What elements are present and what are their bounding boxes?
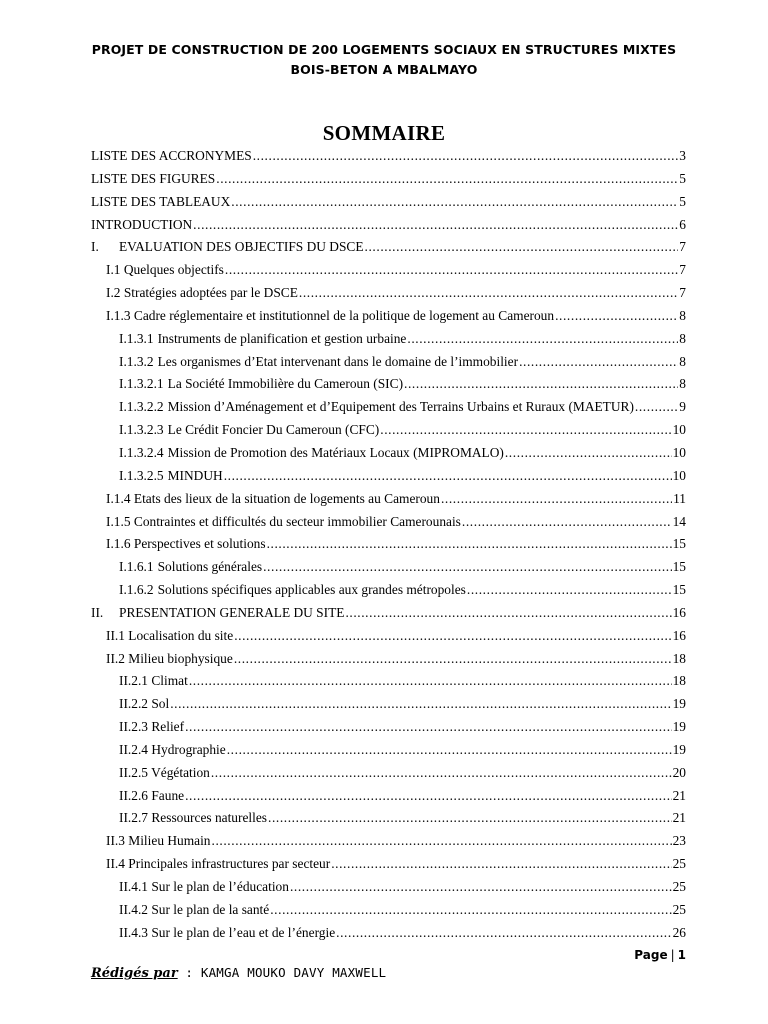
toc-entry-label: II.3 Milieu Humain bbox=[106, 833, 211, 849]
toc-entry-number: I.1.3.2.4 bbox=[119, 444, 164, 460]
header-line-2: BOIS-BETON A MBALMAYO bbox=[290, 62, 478, 77]
toc-entry[interactable] bbox=[91, 556, 686, 579]
dot-leader bbox=[185, 785, 672, 808]
page-title: SOMMAIRE bbox=[322, 121, 446, 145]
dot-leader bbox=[519, 351, 678, 374]
toc-entry[interactable] bbox=[91, 145, 686, 168]
toc-entry[interactable] bbox=[91, 899, 686, 922]
dot-leader bbox=[263, 556, 672, 579]
dot-leader bbox=[299, 282, 678, 305]
toc-entry-label: II.4.3 Sur le plan de l’eau et de l’énergie bbox=[119, 924, 336, 940]
toc-entry[interactable] bbox=[91, 579, 686, 602]
toc-entry-label: INTRODUCTION bbox=[91, 216, 193, 232]
toc-entry[interactable] bbox=[91, 625, 686, 648]
toc-entry-label: I.2 Stratégies adoptées par le DSCE bbox=[106, 285, 298, 301]
dot-leader bbox=[193, 214, 678, 237]
document-header bbox=[0, 40, 768, 80]
dot-leader bbox=[365, 236, 679, 259]
dot-leader bbox=[216, 168, 678, 191]
dot-leader bbox=[404, 373, 678, 396]
toc-entry[interactable] bbox=[91, 922, 686, 945]
toc-entry-page: 21 bbox=[672, 787, 686, 803]
toc-entry-page: 23 bbox=[672, 833, 686, 849]
toc-entry-label: II.2.1 Climat bbox=[119, 673, 188, 689]
author-label: Rédigés par bbox=[91, 966, 178, 981]
toc-entry[interactable] bbox=[91, 807, 686, 830]
toc-entry[interactable] bbox=[91, 876, 686, 899]
toc-entry-label: II.4 Principales infrastructures par secteur bbox=[106, 856, 331, 872]
toc-entry-page: 10 bbox=[672, 444, 686, 460]
toc-entry-label: I.1 Quelques objectifs bbox=[106, 262, 224, 278]
toc-entry-label: Instruments de planification et gestion urbaine bbox=[157, 330, 407, 346]
toc-entry-label: LISTE DES FIGURES bbox=[91, 170, 216, 186]
toc-entry-page: 15 bbox=[672, 582, 686, 598]
toc-entry-page: 7 bbox=[679, 285, 686, 301]
dot-leader bbox=[189, 670, 672, 693]
toc-entry-number: I.1.3.2.2 bbox=[119, 399, 164, 415]
toc-entry[interactable] bbox=[91, 670, 686, 693]
toc-entry-page: 8 bbox=[679, 307, 686, 323]
dot-leader bbox=[227, 739, 672, 762]
toc-entry-label: Solutions spécifiques applicables aux grandes métropoles bbox=[157, 582, 466, 598]
dot-leader bbox=[268, 807, 672, 830]
toc-entry-label: I.1.5 Contraintes et difficultés du secteur immobilier Camerounais bbox=[106, 513, 461, 529]
toc-entry[interactable] bbox=[91, 785, 686, 808]
toc-entry-label: II.4.1 Sur le plan de l’éducation bbox=[119, 879, 289, 894]
page-label: Page bbox=[634, 948, 668, 962]
toc-entry-page: 11 bbox=[673, 490, 686, 506]
table-of-contents bbox=[91, 145, 686, 945]
toc-entry[interactable] bbox=[91, 373, 686, 396]
dot-leader bbox=[270, 899, 671, 922]
toc-entry-page: 20 bbox=[672, 764, 686, 780]
toc-entry-page: 25 bbox=[672, 901, 686, 917]
author-colon: : bbox=[177, 965, 201, 980]
toc-entry-label: II.2.4 Hydrographie bbox=[119, 741, 226, 757]
toc-entry-page: 7 bbox=[679, 262, 686, 278]
dot-leader bbox=[635, 396, 678, 419]
toc-entry-number: I.1.3.1 bbox=[119, 330, 154, 346]
toc-entry[interactable] bbox=[91, 739, 686, 762]
author-footer bbox=[91, 964, 386, 982]
toc-entry-label: EVALUATION DES OBJECTIFS DU DSCE bbox=[119, 239, 364, 255]
dot-leader bbox=[380, 419, 671, 442]
toc-entry[interactable] bbox=[91, 168, 686, 191]
toc-entry-page: 16 bbox=[672, 604, 686, 620]
toc-entry[interactable] bbox=[91, 511, 686, 534]
toc-entry-label: II.2 Milieu biophysique bbox=[106, 650, 233, 666]
toc-entry-label: PRESENTATION GENERALE DU SITE bbox=[119, 604, 345, 620]
dot-leader bbox=[212, 830, 672, 853]
dot-leader bbox=[225, 259, 678, 282]
toc-entry-number: II. bbox=[91, 604, 104, 620]
toc-entry-label: II.2.5 Végétation bbox=[119, 764, 210, 780]
dot-leader bbox=[234, 648, 672, 671]
toc-entry[interactable] bbox=[91, 648, 686, 671]
toc-entry-label: Les organismes d’Etat intervenant dans le domaine de l’immobilier bbox=[157, 353, 519, 369]
toc-entry-page: 5 bbox=[679, 170, 686, 186]
toc-entry-page: 3 bbox=[679, 148, 686, 163]
toc-entry-page: 18 bbox=[672, 673, 686, 689]
toc-entry-page: 19 bbox=[672, 719, 686, 735]
toc-entry-page: 26 bbox=[672, 924, 686, 940]
dot-leader bbox=[253, 145, 679, 168]
toc-entry[interactable] bbox=[91, 259, 686, 282]
page-number: 1 bbox=[677, 948, 686, 962]
toc-entry-label: Mission d’Aménagement et d’Equipement des Terrains Urbains et Ruraux (MAETUR) bbox=[167, 399, 634, 415]
toc-entry-page: 25 bbox=[672, 856, 686, 872]
dot-leader bbox=[345, 602, 671, 625]
toc-entry-page: 18 bbox=[672, 650, 686, 666]
dot-leader bbox=[267, 533, 672, 556]
toc-entry-page: 8 bbox=[679, 330, 686, 346]
dot-leader bbox=[407, 328, 678, 351]
toc-entry-page: 21 bbox=[672, 810, 686, 826]
dot-leader bbox=[505, 442, 672, 465]
toc-entry[interactable] bbox=[91, 465, 686, 488]
toc-entry-label: LISTE DES ACCRONYMES bbox=[91, 148, 252, 163]
toc-entry-label: II.2.7 Ressources naturelles bbox=[119, 810, 267, 826]
toc-entry[interactable] bbox=[91, 351, 686, 374]
toc-entry-label: II.4.2 Sur le plan de la santé bbox=[119, 901, 270, 917]
toc-entry-page: 10 bbox=[672, 467, 686, 483]
toc-entry[interactable] bbox=[91, 328, 686, 351]
dot-leader bbox=[290, 876, 672, 899]
header-line-1: PROJET DE CONSTRUCTION DE 200 LOGEMENTS SOCIAUX EN STRUCTURES MIXTES bbox=[91, 42, 677, 57]
toc-entry[interactable] bbox=[91, 282, 686, 305]
toc-entry-page: 6 bbox=[679, 216, 686, 232]
toc-entry-chapter[interactable] bbox=[91, 236, 686, 259]
toc-entry-label: II.2.6 Faune bbox=[119, 787, 185, 803]
toc-entry-page: 14 bbox=[672, 513, 686, 529]
toc-entry-label: II.2.2 Sol bbox=[119, 696, 170, 712]
toc-entry-chapter[interactable] bbox=[91, 602, 686, 625]
toc-entry[interactable] bbox=[91, 396, 686, 419]
toc-entry[interactable] bbox=[91, 191, 686, 214]
dot-leader bbox=[336, 922, 671, 945]
toc-entry-number: I.1.6.1 bbox=[119, 559, 154, 575]
toc-entry[interactable] bbox=[91, 488, 686, 511]
toc-entry-page: 19 bbox=[672, 741, 686, 757]
toc-entry[interactable] bbox=[91, 830, 686, 853]
toc-entry-label: Le Crédit Foncier Du Cameroun (CFC) bbox=[167, 422, 380, 438]
dot-leader bbox=[555, 305, 678, 328]
toc-entry-page: 25 bbox=[672, 879, 686, 894]
toc-entry-label: I.1.3 Cadre réglementaire et institutionnel de la politique de logement au Cameroun bbox=[106, 307, 555, 323]
toc-entry[interactable] bbox=[91, 853, 686, 876]
toc-entry-label: II.1 Localisation du site bbox=[106, 627, 234, 643]
toc-entry-page: 5 bbox=[679, 193, 686, 209]
toc-entry-number: I.1.6.2 bbox=[119, 582, 154, 598]
toc-entry-page: 15 bbox=[672, 536, 686, 552]
toc-entry-label: MINDUH bbox=[167, 467, 223, 483]
dot-leader bbox=[467, 579, 672, 602]
toc-entry[interactable] bbox=[91, 419, 686, 442]
dot-leader bbox=[231, 191, 678, 214]
toc-entry-label: I.1.6 Perspectives et solutions bbox=[106, 536, 266, 552]
toc-entry-label: La Société Immobilière du Cameroun (SIC) bbox=[167, 376, 404, 392]
page-number-footer bbox=[620, 948, 686, 962]
dot-leader bbox=[211, 762, 672, 785]
toc-entry-page: 16 bbox=[672, 627, 686, 643]
toc-entry[interactable] bbox=[91, 214, 686, 237]
page-separator: | bbox=[670, 948, 675, 962]
dot-leader bbox=[441, 488, 672, 511]
toc-entry-label: Mission de Promotion des Matériaux Locaux (MIPROMALO) bbox=[167, 444, 504, 460]
toc-entry-label: LISTE DES TABLEAUX bbox=[91, 193, 231, 209]
toc-entry-page: 19 bbox=[672, 696, 686, 712]
toc-entry-page: 15 bbox=[672, 559, 686, 575]
dot-leader bbox=[234, 625, 671, 648]
toc-entry-number: I.1.3.2.3 bbox=[119, 422, 164, 438]
toc-entry-page: 10 bbox=[672, 422, 686, 438]
author-name: KAMGA MOUKO DAVY MAXWELL bbox=[200, 965, 387, 980]
toc-entry-number: I.1.3.2 bbox=[119, 353, 154, 369]
toc-entry-label: II.2.3 Relief bbox=[119, 719, 185, 735]
dot-leader bbox=[185, 716, 672, 739]
toc-entry-page: 8 bbox=[679, 376, 686, 392]
toc-entry[interactable] bbox=[91, 762, 686, 785]
toc-entry-label: Solutions générales bbox=[157, 559, 263, 575]
toc-entry-page: 7 bbox=[679, 239, 686, 255]
dot-leader bbox=[462, 511, 672, 534]
toc-entry-number: I.1.3.2.1 bbox=[119, 376, 164, 392]
toc-entry-page: 9 bbox=[679, 399, 686, 415]
toc-entry-page: 8 bbox=[679, 353, 686, 369]
dot-leader bbox=[331, 853, 671, 876]
toc-entry-label: I.1.4 Etats des lieux de la situation de logements au Cameroun bbox=[106, 490, 440, 506]
toc-entry[interactable] bbox=[91, 533, 686, 556]
toc-entry-number: I. bbox=[91, 239, 99, 255]
toc-entry[interactable] bbox=[91, 693, 686, 716]
dot-leader bbox=[224, 465, 672, 488]
toc-entry[interactable] bbox=[91, 716, 686, 739]
toc-entry[interactable] bbox=[91, 305, 686, 328]
toc-entry[interactable] bbox=[91, 442, 686, 465]
dot-leader bbox=[170, 693, 671, 716]
toc-entry-number: I.1.3.2.5 bbox=[119, 467, 164, 483]
